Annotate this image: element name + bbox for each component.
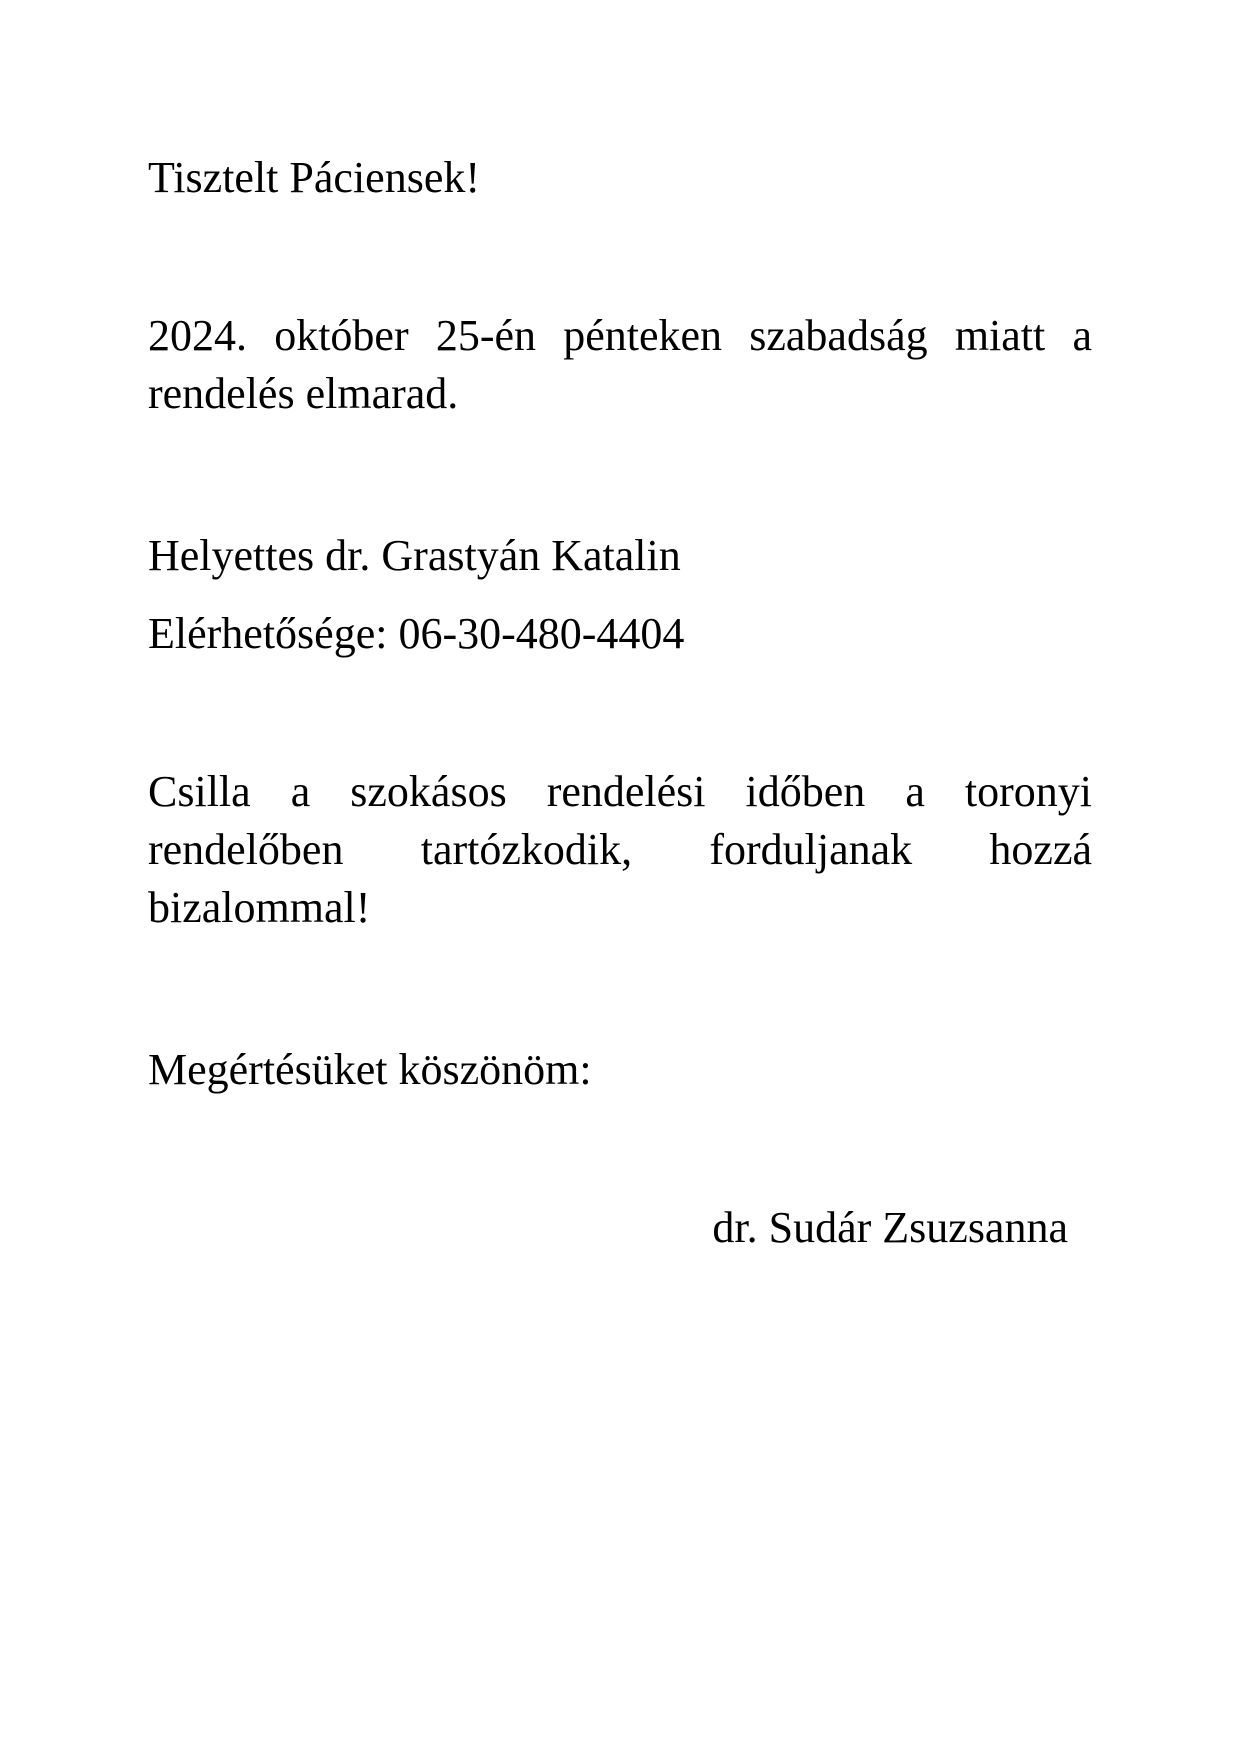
substitute-doctor-line: Helyettes dr. Grastyán Katalin bbox=[148, 531, 681, 580]
signature-line: dr. Sudár Zsuzsanna bbox=[712, 1203, 1068, 1252]
thanks-line: Megértésüket köszönöm: bbox=[148, 1045, 592, 1094]
greeting-line: Tisztelt Páciensek! bbox=[148, 153, 480, 202]
contact-phone-line: Elérhetősége: 06-30-480-4404 bbox=[148, 609, 685, 658]
assistant-note-paragraph: Csilla a szokásos rendelési időben a toronyi rendelőben tartózkodik, forduljanak hozzá bizalommal! bbox=[148, 767, 1092, 932]
closure-notice-paragraph: 2024. október 25-én pénteken szabadság miatt a rendelés elmarad. bbox=[148, 311, 1092, 418]
